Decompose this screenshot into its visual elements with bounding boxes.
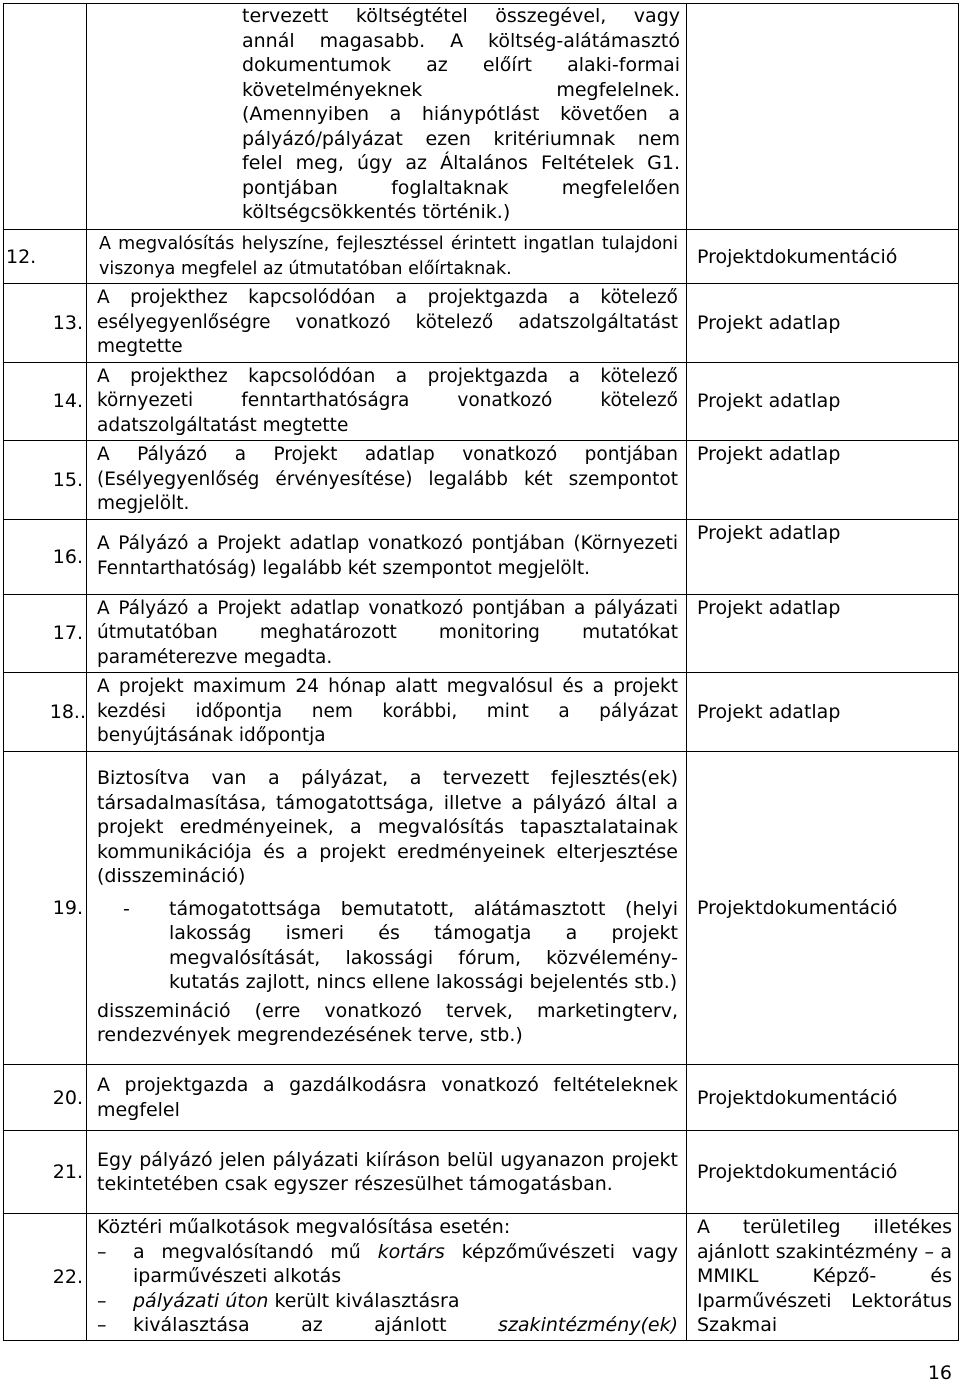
bullet-item [97,1313,678,1338]
criterion-text: A projekthez kapcsolódóan a projektgazda a kötelező környezeti fenntarthatóságra vonatkozó kötelező adatszolgáltatást megtette [87,362,687,441]
criterion-text: A Pályázó a Projekt adatlap vonatkozó pontjában (Környezeti Fenntarthatóság) legalább két szempontot megjelölt. [87,519,687,594]
criteria-table [3,3,959,1341]
table-row-13 [4,284,959,363]
criterion-text: A projekt maximum 24 hónap alatt megvalósul és a projekt kezdési időpontja nem korábbi, mint a pályázat benyújtásának időpontja [87,673,687,752]
reference: A területileg illetékes ajánlott szakintézmény – a MMIKL Képző- és Iparművészeti Lektorátus Szakmai [687,1214,959,1341]
reference: Projekt adatlap [687,519,959,594]
text-line: dokumentumok az előírt alaki-formai [242,54,680,76]
row-number: 13. [4,284,87,363]
reference: Projekt adatlap [687,362,959,441]
bullet-dash: - [123,897,130,920]
criterion-text: A megvalósítás helyszíne, fejlesztéssel érintett ingatlan tulajdoni viszonya megfelel az útmutatóban előírtaknak. [87,230,687,284]
criterion-intro: Biztosítva van a pályázat, a tervezett fejlesztés(ek) társadalmasítása, támogatottsága, illetve a pályázó által a projekt eredményeinek, a megvalósítás tapasztalatainak kommunikációja és a projekt eredményeinek elterjesztése (disszemináció) [97,767,678,888]
bullet-item [97,897,678,995]
criterion-text: Egy pályázó jelen pályázati kiíráson belül ugyanazon projekt tekintetében csak egyszer részesülhet támogatásban. [87,1131,687,1214]
row-number: 15. [4,441,87,520]
criterion-text [87,752,687,1065]
reference: Projektdokumentáció [687,1065,959,1131]
text-line: pályázó/pályázat ezen kritériumnak nem [242,127,680,150]
table-row-19 [4,752,959,1065]
bullet-dash: – [97,1314,107,1336]
text-part: kiválasztása az ajánlott [133,1314,499,1336]
row-number: 19. [4,752,87,1065]
table-row-21 [4,1131,959,1214]
row-number: 22. [4,1214,87,1341]
text-part: került kiválasztásra [268,1289,460,1312]
criterion-outro: disszemináció (erre vonatkozó tervek, marketingterv, rendezvények megrendezésének terve, stb.) [97,999,678,1047]
bullet-item [97,1240,678,1289]
reference: Projekt adatlap [687,284,959,363]
text-line: (Amennyiben a hiánypótlást követően a [242,103,680,125]
bullet-item [97,1289,678,1314]
reference: Projekt adatlap [687,441,959,520]
row-number [4,4,87,230]
reference: Projektdokumentáció [687,230,959,284]
table-row-22 [4,1214,959,1341]
text-line: tervezett költségtétel összegével, vagy [242,5,680,27]
row-number: 14. [4,362,87,441]
bullet-text: támogatottsága bemutatott, alátámasztott (helyi lakosság ismeri és támogatja a projekt megvalósítását, lakossági fórum, közvélemény-kutatás zajlott, nincs ellene lakossági bejelentés stb.) [169,897,678,994]
table-row-17 [4,594,959,673]
emphasis: pályázati úton [133,1289,269,1312]
bullet-dash: – [97,1289,107,1312]
reference: Projektdokumentáció [687,752,959,1065]
table-row-18 [4,673,959,752]
criterion-text: A Pályázó a Projekt adatlap vonatkozó pontjában a pályázati útmutatóban meghatározott monitoring mutatókat paraméterezve megadta. [87,594,687,673]
emphasis: szakintézmény(ek) [498,1314,678,1336]
reference: Projekt adatlap [687,673,959,752]
row-number: 21. [4,1131,87,1214]
bullet-text [133,1313,678,1338]
table-row-continuation [4,4,959,230]
reference [687,4,959,230]
text-line: felel meg, úgy az Általános Feltételek G1. [242,152,680,174]
page-number: 16 [927,1362,952,1384]
criterion-text: A projektgazda a gazdálkodásra vonatkozó feltételeknek megfelel [87,1065,687,1131]
row-number: 16. [4,519,87,594]
table-row-12 [4,230,959,284]
row-number: 12. [4,230,87,284]
reference: Projektdokumentáció [687,1131,959,1214]
text-line: követelményeknek megfelelnek. [242,78,680,101]
text-part: képzőművészeti vagy iparművészeti alkotás [133,1240,678,1287]
bullet-dash: – [97,1240,107,1263]
row-number: 20. [4,1065,87,1131]
text-line: annál magasabb. A költség-alátámasztó [242,29,680,52]
criterion-intro: Köztéri műalkotások megvalósítása esetén: [97,1216,511,1238]
criterion-text: A projekthez kapcsolódóan a projektgazda a kötelező esélyegyenlőségre vonatkozó kötelező adatszolgáltatást megtette [87,284,687,363]
table-row-14 [4,362,959,441]
criterion-text: A Pályázó a Projekt adatlap vonatkozó pontjában (Esélyegyenlőség érvényesítése) legalább két szempontot megjelölt. [87,441,687,520]
row-number: 18.. [4,673,87,752]
table-row-15 [4,441,959,520]
text-line: pontjában foglaltaknak megfelelően [242,176,680,199]
row-number: 17. [4,594,87,673]
table-row-20 [4,1065,959,1131]
text-line: költségcsökkentés történik.) [242,201,511,223]
emphasis: kortárs [377,1240,445,1263]
bullet-text [133,1289,678,1314]
table-row-16 [4,519,959,594]
criterion-text [87,4,687,230]
criterion-text [87,1214,687,1341]
text-part: a megvalósítandó mű [133,1240,378,1263]
bullet-text [133,1240,678,1289]
reference: Projekt adatlap [687,594,959,673]
